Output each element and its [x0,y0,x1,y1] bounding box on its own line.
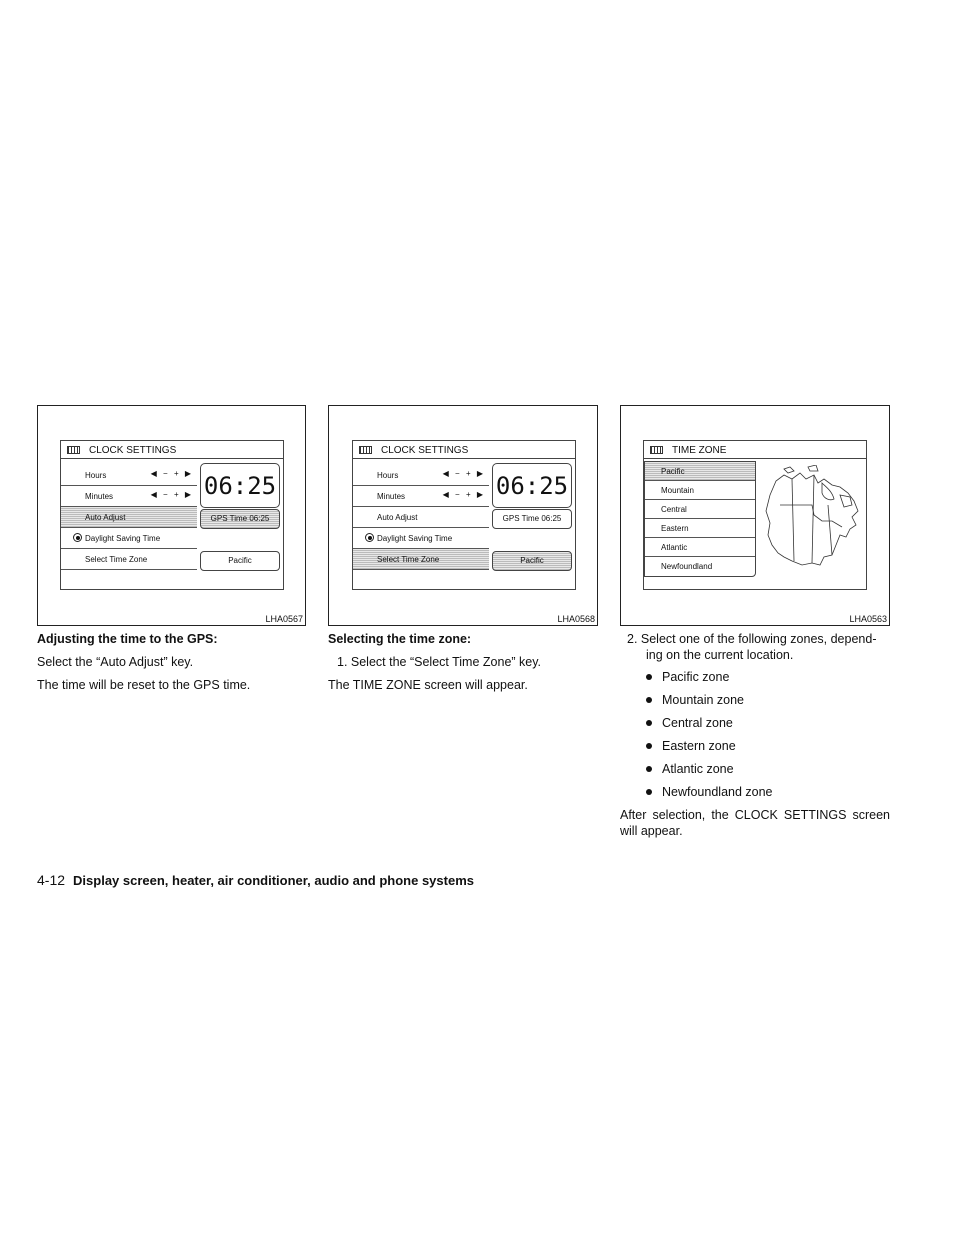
paragraph: Select the “Auto Adjust” key. [37,655,194,669]
minutes-adjust-control[interactable]: ◀ − + ▶ [442,490,485,499]
north-america-map [762,465,864,575]
bullet-item: Mountain zone [620,692,890,708]
bullet-item: Pacific zone [620,669,890,685]
zone-newfoundland[interactable]: Newfoundland [661,562,713,571]
gps-time-display: GPS Time 06:25 [492,509,572,529]
zone-eastern[interactable]: Eastern [645,519,755,538]
screen-title-bar [61,441,283,459]
auto-adjust-label: Auto Adjust [377,513,418,522]
screen-title-bar [353,441,575,459]
minutes-row[interactable] [61,486,197,507]
select-time-zone-label: Select Time Zone [377,555,440,564]
bullet-icon [646,743,652,749]
clock-settings-screen [352,440,576,590]
section-select-time-zone [328,631,598,693]
zone-atlantic[interactable]: Atlantic [645,538,755,557]
time-zone-value: Pacific [200,551,280,571]
minutes-label: Minutes [377,492,406,501]
bullet-icon [646,674,652,680]
daylight-saving-row[interactable] [353,528,489,549]
select-time-zone-key[interactable] [61,549,197,570]
hours-label: Hours [377,471,399,480]
page-number: 4-12 [37,872,66,888]
section-heading: Selecting the time zone: [328,632,472,646]
screen-title-bar [644,441,866,459]
daylight-saving-row[interactable] [61,528,197,549]
paragraph: After selection, the CLOCK SETTINGS screen will appear. [620,808,890,838]
bullet-icon [646,766,652,772]
screen-title: CLOCK SETTINGS [381,445,469,456]
paragraph: The time will be reset to the GPS time. [37,678,251,692]
step-2-line-1: 2. Select one of the following zones, depend- [627,632,877,646]
time-zone-list [644,461,756,577]
clock-display: 06:25 [492,463,572,508]
daylight-saving-label: Daylight Saving Time [85,534,161,543]
hours-adjust-control[interactable]: ◀ − + ▶ [442,469,485,478]
chapter-title: Display screen, heater, air conditioner, audio and phone systems [73,873,474,888]
daylight-saving-label: Daylight Saving Time [377,534,453,543]
auto-adjust-key[interactable] [353,507,489,528]
section-heading: Adjusting the time to the GPS: [37,632,218,646]
minutes-row[interactable] [353,486,489,507]
figure-code: LHA0563 [849,614,887,624]
screen-title: TIME ZONE [672,445,727,456]
zone-pacific[interactable]: Pacific [645,462,755,481]
bullet-icon [646,697,652,703]
hours-row[interactable] [61,465,197,486]
zone-mountain[interactable]: Mountain [645,481,755,500]
zone-central[interactable]: Central [645,500,755,519]
auto-adjust-label: Auto Adjust [85,513,126,522]
time-zone-screen [643,440,867,590]
page-footer [37,872,474,888]
bullet-item: Atlantic zone [620,761,890,777]
clock-display: 06:25 [200,463,280,508]
bullet-item: Central zone [620,715,890,731]
figure-clock-settings-auto-adjust [37,405,306,626]
clock-settings-screen [60,440,284,590]
radio-selected-icon[interactable] [73,533,82,542]
bullet-item: Newfoundland zone [620,784,890,800]
screen-title: CLOCK SETTINGS [89,445,177,456]
keyboard-icon [359,446,372,454]
figure-code: LHA0568 [557,614,595,624]
bullet-item: Eastern zone [620,738,890,754]
hours-label: Hours [85,471,107,480]
select-time-zone-label: Select Time Zone [85,555,148,564]
figure-code: LHA0567 [265,614,303,624]
section-gps-adjust [37,631,307,693]
hours-row[interactable] [353,465,489,486]
minutes-label: Minutes [85,492,114,501]
paragraph: The TIME ZONE screen will appear. [328,678,528,692]
bullet-icon [646,720,652,726]
time-zone-value: Pacific [492,551,572,571]
section-zone-list [620,631,890,839]
bullet-icon [646,789,652,795]
hours-adjust-control[interactable]: ◀ − + ▶ [150,469,193,478]
keyboard-icon [67,446,80,454]
keyboard-icon [650,446,663,454]
gps-time-display: GPS Time 06:25 [200,509,280,529]
auto-adjust-key[interactable] [61,507,197,528]
radio-selected-icon[interactable] [365,533,374,542]
figure-clock-settings-select-zone [328,405,598,626]
figure-time-zone [620,405,890,626]
step-2-line-2: ing on the current location. [646,648,794,662]
minutes-adjust-control[interactable]: ◀ − + ▶ [150,490,193,499]
step-1: 1. Select the “Select Time Zone” key. [337,655,542,669]
select-time-zone-key[interactable] [353,549,489,570]
